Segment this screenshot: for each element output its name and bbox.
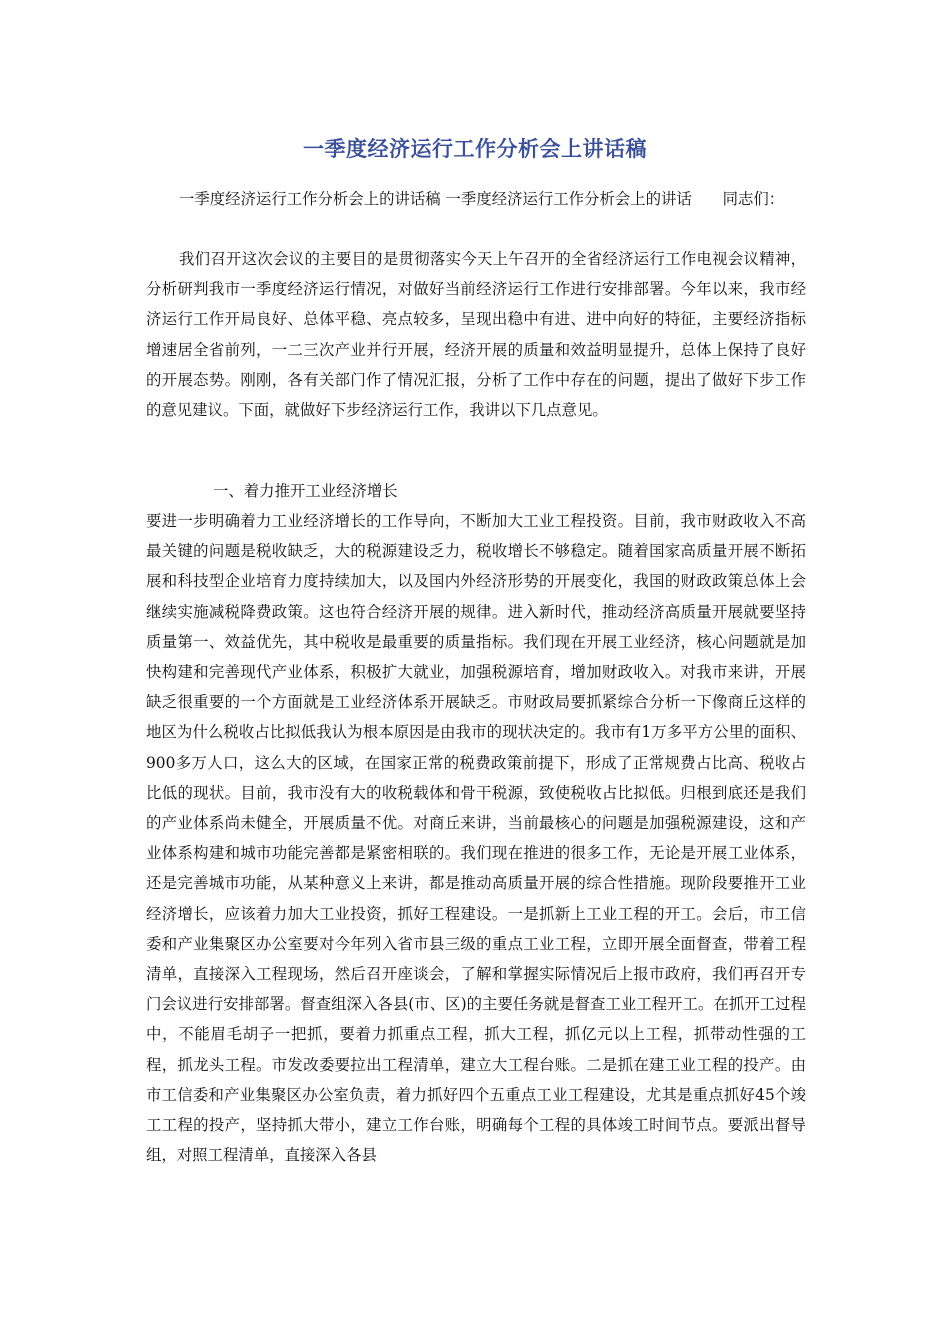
- document-title: 一季度经济运行工作分析会上讲话稿: [303, 137, 647, 161]
- opening-paragraph: 我们召开这次会议的主要目的是贯彻落实今天上午召开的全省经济运行工作电视会议精神，分析研判我市一季度经济运行情况，对做好当前经济运行工作进行安排部署。今年以来，我市经济运行工作开局良好、总体平稳、亮点较多，呈现出稳中有进、进中向好的特征，主要经济指标增速居全省前列，一二三次产业并行开展，经济开展的质量和效益明显提升，总体上保持了良好的开展态势。刚刚，各有关部门作了情况汇报，分析了工作中存在的问题，提出了做好下步工作的意见建议。下面，就做好下步经济运行工作，我讲以下几点意见。: [146, 250, 806, 420]
- section-heading: 一、着力推开工业经济增长: [213, 482, 398, 500]
- section-body-paragraph: 要进一步明确着力工业经济增长的工作导向，不断加大工业工程投资。目前，我市财政收入不高最关键的问题是税收缺乏，大的税源建设乏力，税收增长不够稳定。随着国家高质量开展不断拓展和科技型企业培育力度持续加大，以及国内外经济形势的开展变化，我国的财政政策总体上会继续实施减税降费政策。这也符合经济开展的规律。进入新时代，推动经济高质量开展就要坚持质量第一、效益优先，其中税收是最重要的质量指标。我们现在开展工业经济，核心问题就是加快构建和完善现代产业体系，积极扩大就业，加强税源培育，增加财政收入。对我市来讲，开展缺乏很重要的一个方面就是工业经济体系开展缺乏。市财政局要抓紧综合分析一下像商丘这样的地区为什么税收占比拟低我认为根本原因是由我市的现状决定的。我市有1万多平方公里的面积、900多万人口，这么大的区域，在国家正常的税费政策前提下，形成了正常规费占比高、税收占比低的现状。目前，我市没有大的收税载体和骨干税源，致使税收占比拟低。归根到底还是我们的产业体系尚未健全，开展质量不优。对商丘来讲，当前最核心的问题是加强税源建设，这和产业体系构建和城市功能完善都是紧密相联的。我们现在推进的很多工作，无论是开展工业体系，还是完善城市功能，从某种意义上来讲，都是推动高质量开展的综合性措施。现阶段要推开工业经济增长，应该着力加大工业投资，抓好工程建设。一是抓新上工业工程的开工。会后，市工信委和产业集聚区办公室要对今年列入省市县三级的重点工业工程，立即开展全面督查，带着工程清单，直接深入工程现场，然后召开座谈会，了解和掌握实际情况后上报市政府，我们再召开专门会议进行安排部署。督查组深入各县(市、区)的主要任务就是督查工业工程开工。在抓开工过程中，不能眉毛胡子一把抓，要着力抓重点工程，抓大工程，抓亿元以上工程，抓带动性强的工程，抓龙头工程。市发改委要拉出工程清单，建立大工程台账。二是抓在建工业工程的投产。由市工信委和产业集聚区办公室负责，着力抓好四个五重点工业工程建设，尤其是重点抓好45个竣工工程的投产，坚持抓大带小，建立工作台账，明确每个工程的具体竣工时间节点。要派出督导组，对照工程清单，直接深入各县: [146, 512, 806, 1165]
- intro-paragraph: 一季度经济运行工作分析会上的讲话稿 一季度经济运行工作分析会上的讲话 同志们：: [179, 190, 785, 208]
